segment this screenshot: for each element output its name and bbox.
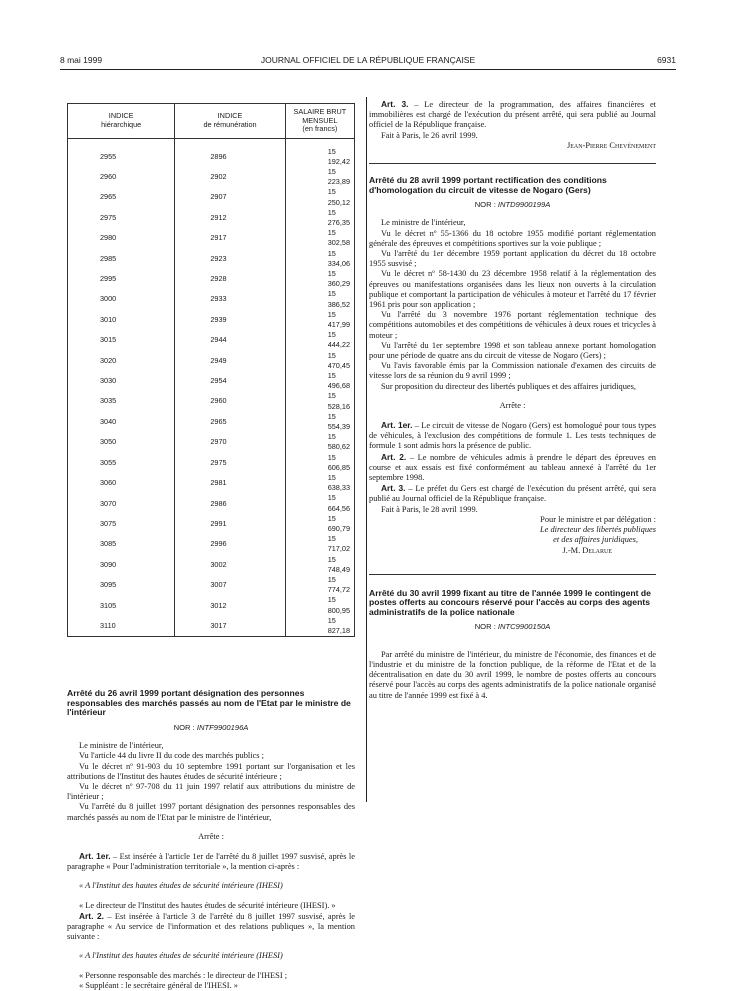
table-cell: 2954 [175,371,285,391]
table-cell: 2917 [175,228,285,248]
table-body [68,138,355,637]
salary-table [67,103,355,637]
signature-name: J.-M. Delarue [562,545,612,555]
table-cell: 2928 [175,269,285,289]
table-cell: 3035 [68,391,175,411]
nor-reference: NOR : INTD9900199A [474,200,551,210]
table-cell: 15 360,29 [285,269,354,289]
table-cell: 2955 [68,147,175,167]
paragraph: Vu l'arrêté du 1er septembre 1998 et son tableau annexe portant homologation pour une période de quatre ans du circuit de vitesse de Nogaro (Gers) ; [369,340,656,361]
table-cell: 15 774,72 [285,575,354,595]
article-3: Art. 3. – Le préfet du Gers est chargé de l'exécution du présent arrêté, qui sera publié au Journal officiel de la République française. [369,483,656,504]
table-cell: 2949 [175,351,285,371]
table-cell: 15 606,85 [285,453,354,473]
table-cell: 3040 [68,412,175,432]
table-row [68,167,355,187]
paragraph: Vu l'avis favorable émis par la Commission nationale d'examen des circuits de vitesse lors de sa réunion du 9 avril 1999 ; [369,361,656,381]
table-row [68,616,355,637]
table-cell: 2991 [175,514,285,534]
table-row [68,249,355,269]
table-row [68,310,355,330]
article-2: Art. 2. – Le nombre de véhicules admis à prendre le départ des épreuves en course et aux essais est fixé conformément au tableau annexé à l'arrêté du 1er septembre 1998. [369,451,656,483]
paragraph: Le ministre de l'intérieur, [79,741,164,751]
fait-a-paris: Fait à Paris, le 28 avril 1999. [381,504,478,514]
table-cell: 2939 [175,310,285,330]
paragraph: Vu l'arrêté du 8 juillet 1997 portant désignation des personnes responsables des marchés passés au nom de l'Etat par le ministre de l'intérieur, [67,802,355,822]
table-row [68,147,355,167]
table-cell: 2965 [175,412,285,432]
arrete-28-avril-title: Arrêté du 28 avril 1999 portant rectification des conditions d'homologation du circuit de vitesse de Nogaro (Gers) [369,175,607,195]
paragraph: Vu l'arrêté du 3 novembre 1976 portant réglementation technique des compétitions automobiles et des compétitions de véhicules à deux roues et tricycles à moteur ; [369,310,656,340]
table-cell: 2907 [175,187,285,207]
table-cell: 15 417,99 [285,310,354,330]
page-header [60,55,676,69]
table-cell: 3002 [175,555,285,575]
header-indice-remuneration: INDICE de rémunération [175,104,285,139]
paragraph: Par arrêté du ministre de l'intérieur, du ministre de l'économie, des finances et de l'industrie et du ministre de la fonction publique, de la réforme de l'Etat et de la décentralisation en date du 30 avril 1999, le nombre de postes offerts au concours réservé pour l'accès au corps des agents administratifs de la police nationale organisé au titre de l'année 1999 est fixé à 4. [369,649,656,700]
table-cell: 15 638,33 [285,473,354,493]
article-1: Art. 1er. – Le circuit de vitesse de Nogaro (Gers) est homologué pour tous types de véhicules, à l'exclusion des compétitions de formule 1. Les tests techniques de formule 1 sont admis hors la présence de public. [369,420,656,451]
table-cell: 15 496,68 [285,371,354,391]
paragraph: Le ministre de l'intérieur, [381,218,466,228]
table-cell: 15 192,42 [285,147,354,167]
table-cell: 15 302,58 [285,228,354,248]
table-cell: 15 580,62 [285,432,354,452]
table-row [68,534,355,554]
nor-reference: NOR : INTF9900196A [173,723,249,733]
paragraph: Vu le décret nº 97-708 du 11 juin 1997 relatif aux attributions du ministre de l'intérieur ; [67,782,355,802]
table-header-row [68,104,355,139]
table-cell: 3055 [68,453,175,473]
table-cell: 2975 [175,453,285,473]
table-cell: 3075 [68,514,175,534]
table-cell: 2933 [175,289,285,309]
column-divider [366,97,367,802]
table-cell: 15 276,35 [285,208,354,228]
table-cell: 3012 [175,595,285,615]
table-cell: 3085 [68,534,175,554]
quote: « A l'Institut des hautes études de sécurité intérieure (IHESI) [79,951,283,961]
table-cell: 2965 [68,187,175,207]
table-cell: 3090 [68,555,175,575]
paragraph: Vu l'article 44 du livre II du code des marchés publics ; [79,751,264,761]
table-cell: 2996 [175,534,285,554]
table-cell: 2995 [68,269,175,289]
signature-line: et des affaires juridiques, [553,535,638,545]
table-row [68,330,355,350]
article-3: Art. 3. – Le directeur de la programmation, des affaires financières et immobilières est chargé de l'exécution du présent arrêté, qui sera publié au Journal officiel de la République française. [369,99,656,130]
paragraph: Vu le décret nº 55-1366 du 18 octobre 1955 modifié portant réglementation générale des épreuves et compétitions sportives sur la voie publique ; [369,228,656,248]
table-row [68,289,355,309]
table-row [68,575,355,595]
table-cell: 2980 [68,228,175,248]
header-date: 8 mai 1999 [60,55,103,65]
table-cell: 3110 [68,616,175,637]
table-row [68,371,355,391]
table-row [68,269,355,289]
signature-block [369,515,656,556]
table-cell: 3020 [68,351,175,371]
table-cell: 2923 [175,249,285,269]
table-cell: 3030 [68,371,175,391]
fait-a-paris: Fait à Paris, le 26 avril 1999. [381,130,478,140]
table-cell: 15 554,39 [285,412,354,432]
header-rule [60,69,676,70]
table-cell: 15 470,45 [285,351,354,371]
article-2: Art. 2. – Est insérée à l'article 3 de l'arrêté du 8 juillet 1997 susvisé, après le paragraphe « Au service de l'information et des relations publiques », la mention suivante : [67,910,355,942]
table-row [68,514,355,534]
table-spacer-row [68,138,355,147]
table-cell: 15 250,12 [285,187,354,207]
table-cell: 15 690,79 [285,514,354,534]
table-cell: 3050 [68,432,175,452]
table-cell: 2896 [175,147,285,167]
table-cell: 15 334,06 [285,249,354,269]
table-cell: 15 444,22 [285,330,354,350]
table-cell: 3060 [68,473,175,493]
quote: « A l'Institut des hautes études de sécurité intérieure (IHESI) [79,881,283,891]
table-row [68,187,355,207]
table-cell: 3105 [68,595,175,615]
table-cell: 15 386,52 [285,289,354,309]
table-row [68,453,355,473]
header-indice-hierarchique: INDICE hiérarchique [68,104,175,139]
signature: Jean-Pierre Chevènement [566,140,656,150]
table-row [68,595,355,615]
table-row [68,208,355,228]
nor-reference: NOR : INTC9900150A [474,622,551,632]
arrete-30-avril-title: Arrêté du 30 avril 1999 fixant au titre de l'année 1999 le contingent de postes offerts au concours réservé pour l'accès au corps des agents administratifs de la police nationale [369,587,651,617]
signature-line: Le directeur des libertés publiques [540,525,656,535]
table-cell: 3000 [68,289,175,309]
table-cell: 3095 [68,575,175,595]
table-cell: 15 528,16 [285,391,354,411]
paragraph: Vu le décret nº 58-1430 du 23 décembre 1958 relatif à la réglementation des épreuves ou manifestations organisées dans les lieux non ouverts à la circulation publique et comportant la participation de véhicules à moteur et l'arrêté du 17 février 1961 pris pour son application ; [369,269,656,310]
table-row [68,228,355,248]
table-cell: 3015 [68,330,175,350]
quote: « Le directeur de l'Institut des hautes études de sécurité intérieure (IHESI). » [79,900,336,910]
table-row [68,493,355,513]
table-cell: 15 800,95 [285,595,354,615]
table-row [68,555,355,575]
quote: « Personne responsable des marchés : le directeur de l'IHESI ; [79,970,288,980]
table-cell: 3070 [68,493,175,513]
arrete-26-avril-title: Arrêté du 26 avril 1999 portant désignation des personnes responsables des marchés passés au nom de l'Etat par le ministre de l'intérieur [67,688,351,718]
table-cell: 15 223,89 [285,167,354,187]
arrete-heading: Arrête : [198,831,224,841]
table-row [68,473,355,493]
arrete-heading: Arrête : [499,400,526,410]
paragraph: Vu l'arrêté du 1er décembre 1959 portant application du décret du 18 octobre 1955 susvisé ; [369,249,656,269]
table-cell: 2981 [175,473,285,493]
table-cell: 2960 [175,391,285,411]
right-column [369,99,656,701]
table-cell: 3007 [175,575,285,595]
signature-line: Pour le ministre et par délégation : [540,514,656,524]
table-cell: 15 717,02 [285,534,354,554]
table-cell: 2985 [68,249,175,269]
table-cell: 2975 [68,208,175,228]
table-cell: 2970 [175,432,285,452]
table-cell: 15 748,49 [285,555,354,575]
header-journal-title: JOURNAL OFFICIEL DE LA RÉPUBLIQUE FRANÇAISE [260,55,476,65]
table-row [68,351,355,371]
table-row [68,391,355,411]
table-cell: 2902 [175,167,285,187]
table-cell: 2944 [175,330,285,350]
paragraph: Vu le décret nº 91-903 du 10 septembre 1991 portant sur l'organisation et les attributions de l'Institut des hautes études de sécurité intérieure ; [67,761,355,781]
quote: « Suppléant : le secrétaire général de l'IHESI. » [79,980,238,990]
table-row [68,412,355,432]
left-column [67,103,355,991]
table-cell: 15 827,18 [285,616,354,637]
table-cell: 2960 [68,167,175,187]
paragraph: Sur proposition du directeur des libertés publiques et des affaires juridiques, [381,381,636,391]
table-cell: 15 664,56 [285,493,354,513]
header-salaire-brut: SALAIRE BRUT MENSUEL (en francs) [285,104,354,139]
header-page-number: 6931 [657,55,676,65]
table-cell: 3010 [68,310,175,330]
table-row [68,432,355,452]
table-cell: 3017 [175,616,285,637]
table-cell: 2912 [175,208,285,228]
article-1: Art. 1er. – Est insérée à l'article 1er de l'arrêté du 8 juillet 1997 susvisé, après le paragraphe « Pour l'administration territoriale », la mention ci-après : [67,851,355,872]
table-cell: 2986 [175,493,285,513]
